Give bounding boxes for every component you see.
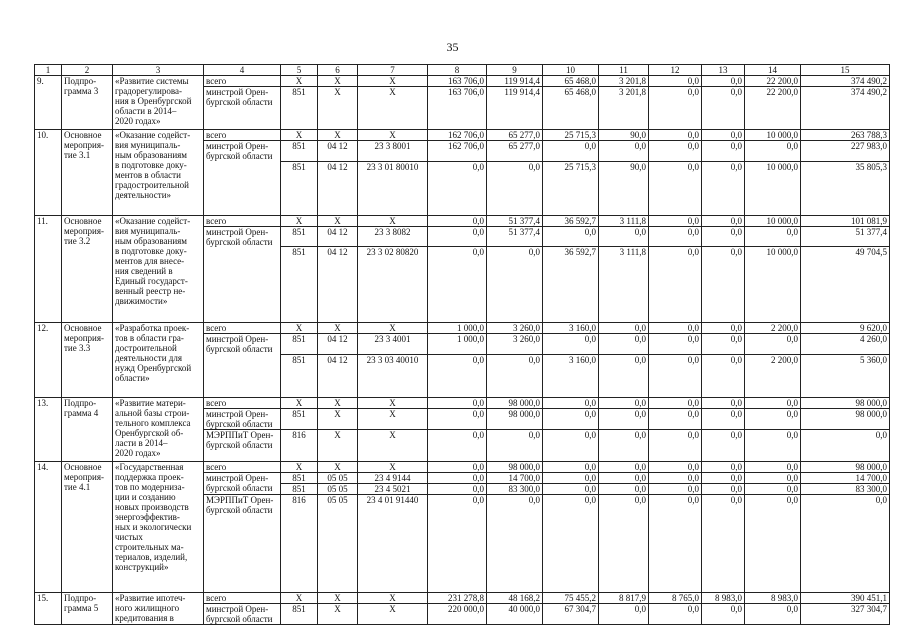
amount-cell: 10 000,0 xyxy=(745,161,801,215)
amount-cell: 0,0 xyxy=(801,429,890,461)
amount-cell: 231 278,8 xyxy=(428,592,487,603)
code-target: 23 3 03 40010 xyxy=(358,354,428,397)
amount-cell: 0,0 xyxy=(599,461,649,472)
code-section: X xyxy=(318,429,358,461)
amount-cell: 49 704,5 xyxy=(801,247,890,323)
amount-cell: 0,0 xyxy=(649,323,702,334)
code-target: 23 3 01 80010 xyxy=(358,161,428,215)
amount-cell: 51 377,4 xyxy=(487,215,543,226)
amount-cell: 0,0 xyxy=(487,429,543,461)
item-type: Основное мероприя- тие 4.1 xyxy=(62,461,113,592)
column-header: 12 xyxy=(649,65,702,76)
column-header: 3 xyxy=(113,65,204,76)
amount-cell: 22 200,0 xyxy=(745,87,801,130)
amount-cell: 0,0 xyxy=(599,141,649,162)
column-header: 11 xyxy=(599,65,649,76)
row-number: 9. xyxy=(35,76,62,130)
code-target: X xyxy=(358,603,428,624)
amount-cell: 10 000,0 xyxy=(745,130,801,141)
amount-cell: 0,0 xyxy=(702,247,745,323)
amount-cell: 0,0 xyxy=(543,461,599,472)
column-header: 4 xyxy=(204,65,281,76)
code-target: X xyxy=(358,215,428,226)
item-type: Основное мероприя- тие 3.1 xyxy=(62,130,113,216)
amount-cell: 0,0 xyxy=(745,494,801,592)
amount-cell: 0,0 xyxy=(745,603,801,624)
code-section: 05 05 xyxy=(318,472,358,483)
amount-cell: 0,0 xyxy=(487,161,543,215)
amount-cell: 4 260,0 xyxy=(801,334,890,355)
code-target: 23 4 5021 xyxy=(358,483,428,494)
amount-cell: 0,0 xyxy=(649,161,702,215)
amount-cell: 0,0 xyxy=(649,215,702,226)
executor: всего xyxy=(204,215,281,226)
amount-cell: 0,0 xyxy=(487,247,543,323)
item-type: Подпро- грамма 3 xyxy=(62,76,113,130)
amount-cell: 83 300,0 xyxy=(801,483,890,494)
amount-cell: 0,0 xyxy=(543,472,599,483)
code-grbs: 816 xyxy=(281,494,318,592)
code-section: X xyxy=(318,130,358,141)
amount-cell: 0,0 xyxy=(599,483,649,494)
amount-cell: 0,0 xyxy=(649,354,702,397)
amount-cell: 0,0 xyxy=(745,472,801,483)
amount-cell: 0,0 xyxy=(649,247,702,323)
code-grbs: 851 xyxy=(281,87,318,130)
amount-cell: 0,0 xyxy=(543,483,599,494)
amount-cell: 9 620,0 xyxy=(801,323,890,334)
amount-cell: 8 765,0 xyxy=(649,592,702,603)
amount-cell: 0,0 xyxy=(599,323,649,334)
amount-cell: 0,0 xyxy=(428,494,487,592)
amount-cell: 0,0 xyxy=(702,323,745,334)
code-grbs: 851 xyxy=(281,226,318,247)
code-grbs: X xyxy=(281,76,318,87)
table-row xyxy=(35,215,890,226)
column-header: 2 xyxy=(62,65,113,76)
amount-cell: 0,0 xyxy=(649,472,702,483)
amount-cell: 0,0 xyxy=(649,483,702,494)
executor xyxy=(204,247,281,323)
amount-cell: 98 000,0 xyxy=(487,408,543,429)
amount-cell: 0,0 xyxy=(649,397,702,408)
amount-cell: 0,0 xyxy=(745,334,801,355)
amount-cell: 14 700,0 xyxy=(487,472,543,483)
code-target: X xyxy=(358,429,428,461)
amount-cell: 263 788,3 xyxy=(801,130,890,141)
amount-cell: 0,0 xyxy=(543,141,599,162)
amount-cell: 3 160,0 xyxy=(543,323,599,334)
executor: всего xyxy=(204,397,281,408)
code-section: X xyxy=(318,323,358,334)
executor: минстрой Орен- бургской области xyxy=(204,141,281,162)
amount-cell: 67 304,7 xyxy=(543,603,599,624)
executor: всего xyxy=(204,323,281,334)
amount-cell: 0,0 xyxy=(599,334,649,355)
amount-cell: 3 201,8 xyxy=(599,76,649,87)
code-target: 23 4 9144 xyxy=(358,472,428,483)
column-header: 14 xyxy=(745,65,801,76)
amount-cell: 51 377,4 xyxy=(801,226,890,247)
amount-cell: 0,0 xyxy=(702,76,745,87)
amount-cell: 98 000,0 xyxy=(801,461,890,472)
amount-cell: 1 000,0 xyxy=(428,323,487,334)
amount-cell: 65 277,0 xyxy=(487,141,543,162)
amount-cell: 101 081,9 xyxy=(801,215,890,226)
amount-cell: 0,0 xyxy=(702,87,745,130)
table-row xyxy=(35,592,890,603)
amount-cell: 0,0 xyxy=(649,141,702,162)
amount-cell: 65 468,0 xyxy=(543,76,599,87)
code-target: X xyxy=(358,76,428,87)
code-grbs: X xyxy=(281,130,318,141)
amount-cell: 90,0 xyxy=(599,130,649,141)
amount-cell: 0,0 xyxy=(428,483,487,494)
amount-cell: 3 260,0 xyxy=(487,334,543,355)
table-row xyxy=(35,323,890,334)
amount-cell: 8 983,0 xyxy=(702,592,745,603)
amount-cell: 0,0 xyxy=(599,354,649,397)
amount-cell: 0,0 xyxy=(801,494,890,592)
executor: всего xyxy=(204,76,281,87)
code-section: X xyxy=(318,461,358,472)
item-name: «Оказание содейст- вия муниципаль- ным образованиям в подготовке доку- ментов для внесе- ния сведений в Единый государст- венный реестр не- движимости» xyxy=(113,215,204,323)
amount-cell: 5 360,0 xyxy=(801,354,890,397)
executor: минстрой Орен- бургской области xyxy=(204,334,281,355)
code-section: 05 05 xyxy=(318,483,358,494)
amount-cell: 8 983,0 xyxy=(745,592,801,603)
amount-cell: 3 260,0 xyxy=(487,323,543,334)
amount-cell: 35 805,3 xyxy=(801,161,890,215)
amount-cell: 65 277,0 xyxy=(487,130,543,141)
code-section: 04 12 xyxy=(318,334,358,355)
executor xyxy=(204,354,281,397)
executor: МЭРППиТ Орен- бургской области xyxy=(204,429,281,461)
executor: минстрой Орен- xyxy=(204,472,281,483)
code-target: 23 3 8082 xyxy=(358,226,428,247)
amount-cell: 0,0 xyxy=(702,429,745,461)
amount-cell: 0,0 xyxy=(428,215,487,226)
amount-cell: 0,0 xyxy=(702,215,745,226)
row-number: 11. xyxy=(35,215,62,323)
code-grbs: X xyxy=(281,215,318,226)
amount-cell: 2 200,0 xyxy=(745,323,801,334)
item-type: Подпро- грамма 5 xyxy=(62,592,113,624)
amount-cell: 0,0 xyxy=(649,494,702,592)
amount-cell: 98 000,0 xyxy=(801,408,890,429)
amount-cell: 36 592,7 xyxy=(543,215,599,226)
code-section: X xyxy=(318,76,358,87)
column-header: 9 xyxy=(487,65,543,76)
amount-cell: 0,0 xyxy=(543,494,599,592)
amount-cell: 0,0 xyxy=(543,334,599,355)
amount-cell: 0,0 xyxy=(428,429,487,461)
amount-cell: 0,0 xyxy=(599,397,649,408)
amount-cell: 0,0 xyxy=(543,226,599,247)
amount-cell: 3 111,8 xyxy=(599,247,649,323)
code-grbs: 851 xyxy=(281,472,318,483)
row-number: 14. xyxy=(35,461,62,592)
code-target: 23 4 01 91440 xyxy=(358,494,428,592)
code-grbs: 851 xyxy=(281,408,318,429)
amount-cell: 83 300,0 xyxy=(487,483,543,494)
code-target: X xyxy=(358,408,428,429)
amount-cell: 0,0 xyxy=(702,494,745,592)
amount-cell: 0,0 xyxy=(599,429,649,461)
column-header: 15 xyxy=(801,65,890,76)
amount-cell: 374 490,2 xyxy=(801,87,890,130)
amount-cell: 98 000,0 xyxy=(487,461,543,472)
amount-cell: 162 706,0 xyxy=(428,130,487,141)
row-number: 13. xyxy=(35,397,62,461)
amount-cell: 0,0 xyxy=(702,408,745,429)
amount-cell: 3 111,8 xyxy=(599,215,649,226)
executor: минстрой Орен- бургской области xyxy=(204,603,281,624)
table-body xyxy=(35,65,890,625)
code-section: 04 12 xyxy=(318,141,358,162)
amount-cell: 0,0 xyxy=(649,76,702,87)
amount-cell: 0,0 xyxy=(543,429,599,461)
amount-cell: 75 455,2 xyxy=(543,592,599,603)
column-header: 7 xyxy=(358,65,428,76)
amount-cell: 98 000,0 xyxy=(801,397,890,408)
code-section: 05 05 xyxy=(318,494,358,592)
amount-cell: 0,0 xyxy=(649,334,702,355)
amount-cell: 0,0 xyxy=(649,226,702,247)
code-section: 04 12 xyxy=(318,247,358,323)
code-target: 23 3 8001 xyxy=(358,141,428,162)
column-header: 1 xyxy=(35,65,62,76)
amount-cell: 0,0 xyxy=(599,494,649,592)
amount-cell: 163 706,0 xyxy=(428,87,487,130)
amount-cell: 98 000,0 xyxy=(487,397,543,408)
table-header-row xyxy=(35,65,890,76)
amount-cell: 0,0 xyxy=(428,247,487,323)
amount-cell: 0,0 xyxy=(745,141,801,162)
code-grbs: X xyxy=(281,592,318,603)
amount-cell: 0,0 xyxy=(428,472,487,483)
row-number: 15. xyxy=(35,592,62,624)
code-grbs: X xyxy=(281,323,318,334)
code-section: 04 12 xyxy=(318,161,358,215)
code-grbs: 851 xyxy=(281,354,318,397)
amount-cell: 119 914,4 xyxy=(487,87,543,130)
code-section: X xyxy=(318,397,358,408)
amount-cell: 0,0 xyxy=(702,397,745,408)
amount-cell: 25 715,3 xyxy=(543,130,599,141)
amount-cell: 2 200,0 xyxy=(745,354,801,397)
executor: минстрой Орен- бургской области xyxy=(204,87,281,130)
amount-cell: 327 304,7 xyxy=(801,603,890,624)
amount-cell: 0,0 xyxy=(745,483,801,494)
code-target: 23 3 4001 xyxy=(358,334,428,355)
item-type: Основное мероприя- тие 3.2 xyxy=(62,215,113,323)
amount-cell: 36 592,7 xyxy=(543,247,599,323)
amount-cell: 220 000,0 xyxy=(428,603,487,624)
item-name: «Развитие ипотеч- ного жилищного кредитования в xyxy=(113,592,204,624)
code-section: X xyxy=(318,408,358,429)
amount-cell: 10 000,0 xyxy=(745,247,801,323)
amount-cell: 0,0 xyxy=(702,603,745,624)
code-grbs: 851 xyxy=(281,483,318,494)
amount-cell: 0,0 xyxy=(487,494,543,592)
page-number: 35 xyxy=(446,40,459,54)
amount-cell: 0,0 xyxy=(428,397,487,408)
budget-table xyxy=(34,64,890,625)
amount-cell: 0,0 xyxy=(745,429,801,461)
column-header: 5 xyxy=(281,65,318,76)
code-section: X xyxy=(318,603,358,624)
amount-cell: 0,0 xyxy=(428,354,487,397)
code-grbs: X xyxy=(281,397,318,408)
amount-cell: 0,0 xyxy=(599,472,649,483)
amount-cell: 0,0 xyxy=(702,461,745,472)
code-target: X xyxy=(358,397,428,408)
code-section: 04 12 xyxy=(318,226,358,247)
code-target: 23 3 02 80820 xyxy=(358,247,428,323)
amount-cell: 0,0 xyxy=(599,603,649,624)
code-section: X xyxy=(318,87,358,130)
amount-cell: 48 168,2 xyxy=(487,592,543,603)
amount-cell: 0,0 xyxy=(702,472,745,483)
table-row xyxy=(35,130,890,141)
amount-cell: 0,0 xyxy=(702,161,745,215)
amount-cell: 0,0 xyxy=(428,161,487,215)
amount-cell: 3 201,8 xyxy=(599,87,649,130)
amount-cell: 0,0 xyxy=(599,226,649,247)
amount-cell: 0,0 xyxy=(649,461,702,472)
code-target: X xyxy=(358,87,428,130)
item-type: Основное мероприя- тие 3.3 xyxy=(62,323,113,398)
amount-cell: 119 914,4 xyxy=(487,76,543,87)
amount-cell: 0,0 xyxy=(649,130,702,141)
table-row xyxy=(35,76,890,87)
amount-cell: 0,0 xyxy=(745,397,801,408)
amount-cell: 22 200,0 xyxy=(745,76,801,87)
amount-cell: 0,0 xyxy=(649,408,702,429)
amount-cell: 0,0 xyxy=(702,130,745,141)
executor: всего xyxy=(204,130,281,141)
amount-cell: 90,0 xyxy=(599,161,649,215)
code-section: X xyxy=(318,215,358,226)
table-row xyxy=(35,461,890,472)
amount-cell: 163 706,0 xyxy=(428,76,487,87)
amount-cell: 227 983,0 xyxy=(801,141,890,162)
column-header: 13 xyxy=(702,65,745,76)
amount-cell: 0,0 xyxy=(702,354,745,397)
amount-cell: 0,0 xyxy=(649,429,702,461)
amount-cell: 0,0 xyxy=(428,461,487,472)
amount-cell: 0,0 xyxy=(702,226,745,247)
amount-cell: 0,0 xyxy=(487,354,543,397)
amount-cell: 0,0 xyxy=(599,408,649,429)
row-number: 12. xyxy=(35,323,62,398)
item-name: «Развитие матери- альной базы строи- тельного комплекса Оренбургской об- ласти в 2014– 2020 годах» xyxy=(113,397,204,461)
executor: бургской области xyxy=(204,483,281,494)
code-section: 04 12 xyxy=(318,354,358,397)
amount-cell: 0,0 xyxy=(745,461,801,472)
amount-cell: 0,0 xyxy=(745,408,801,429)
table-row xyxy=(35,397,890,408)
amount-cell: 0,0 xyxy=(702,141,745,162)
amount-cell: 0,0 xyxy=(543,408,599,429)
code-grbs: X xyxy=(281,461,318,472)
amount-cell: 0,0 xyxy=(428,226,487,247)
amount-cell: 0,0 xyxy=(702,334,745,355)
code-grbs: 851 xyxy=(281,141,318,162)
amount-cell: 65 468,0 xyxy=(543,87,599,130)
amount-cell: 51 377,4 xyxy=(487,226,543,247)
code-grbs: 851 xyxy=(281,161,318,215)
amount-cell: 40 000,0 xyxy=(487,603,543,624)
amount-cell: 0,0 xyxy=(428,408,487,429)
row-number: 10. xyxy=(35,130,62,216)
amount-cell: 1 000,0 xyxy=(428,334,487,355)
code-grbs: 816 xyxy=(281,429,318,461)
code-grbs: 851 xyxy=(281,247,318,323)
amount-cell: 0,0 xyxy=(745,226,801,247)
amount-cell: 25 715,3 xyxy=(543,161,599,215)
executor: МЭРППиТ Орен- бургской области xyxy=(204,494,281,592)
executor: всего xyxy=(204,461,281,472)
column-header: 6 xyxy=(318,65,358,76)
amount-cell: 162 706,0 xyxy=(428,141,487,162)
item-name: «Развитие системы градорегулирова- ния в Оренбургской области в 2014– 2020 годах» xyxy=(113,76,204,130)
amount-cell: 3 160,0 xyxy=(543,354,599,397)
column-header: 10 xyxy=(543,65,599,76)
amount-cell: 0,0 xyxy=(649,87,702,130)
code-target: X xyxy=(358,461,428,472)
code-grbs: 851 xyxy=(281,603,318,624)
executor: всего xyxy=(204,592,281,603)
amount-cell: 10 000,0 xyxy=(745,215,801,226)
code-target: X xyxy=(358,323,428,334)
item-name: «Оказание содейст- вия муниципаль- ным образованиям в подготовке доку- ментов в области градостроительной деятельности» xyxy=(113,130,204,216)
code-section: X xyxy=(318,592,358,603)
executor: минстрой Орен- бургской области xyxy=(204,408,281,429)
amount-cell: 14 700,0 xyxy=(801,472,890,483)
item-name: «Государственная поддержка проек- тов по модерниза- ции и созданию новых производств энергоэффектив- ных и экологически чистых строительных ма- териалов, изделий, конструкций» xyxy=(113,461,204,592)
executor: минстрой Орен- бургской области xyxy=(204,226,281,247)
amount-cell: 374 490,2 xyxy=(801,76,890,87)
amount-cell: 8 817,9 xyxy=(599,592,649,603)
code-target: X xyxy=(358,130,428,141)
code-target: X xyxy=(358,592,428,603)
item-type: Подпро- грамма 4 xyxy=(62,397,113,461)
amount-cell: 0,0 xyxy=(649,603,702,624)
column-header: 8 xyxy=(428,65,487,76)
amount-cell: 0,0 xyxy=(702,483,745,494)
code-grbs: 851 xyxy=(281,334,318,355)
amount-cell: 390 451,1 xyxy=(801,592,890,603)
executor xyxy=(204,161,281,215)
item-name: «Разработка проек- тов в области гра- достроительной деятельности для нужд Оренбургской области» xyxy=(113,323,204,398)
amount-cell: 0,0 xyxy=(543,397,599,408)
